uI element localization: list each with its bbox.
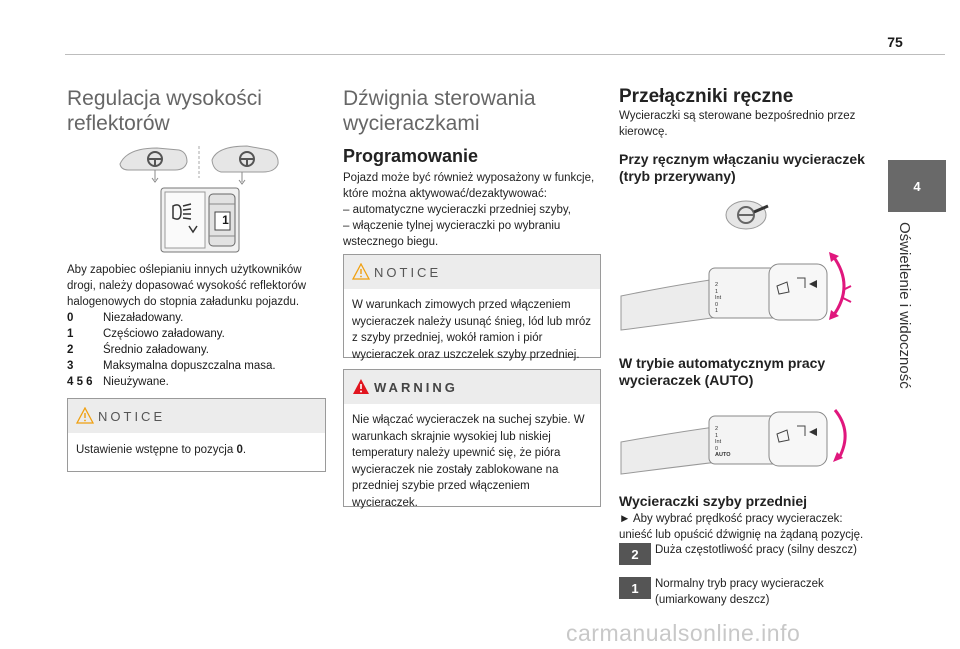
list-item bbox=[67, 310, 325, 326]
lever-mark: AUTO bbox=[715, 452, 731, 458]
headlamp-illustration bbox=[117, 142, 282, 257]
notice-box-headlamp bbox=[67, 398, 326, 472]
heading-manual-mode: Przy ręcznym włączaniu wycieraczek (tryb przerywany) bbox=[619, 151, 865, 184]
warning-header bbox=[344, 370, 600, 404]
section-title-manual: Przełączniki ręczne bbox=[619, 86, 794, 107]
title-line: wycieraczkami bbox=[343, 112, 480, 135]
notice-header bbox=[68, 399, 325, 433]
title-line: Dźwignia sterowania bbox=[343, 87, 536, 110]
notice-box-winter bbox=[343, 254, 601, 361]
lever-mark: Int bbox=[715, 439, 722, 445]
notice-header bbox=[344, 255, 600, 289]
heading-auto-mode: W trybie automatycznym pracy wycieraczek (AUTO) bbox=[619, 355, 826, 388]
programming-item: – włączenie tylnej wycieraczki po wybraniu wstecznego biegu. bbox=[343, 220, 561, 248]
lever-marks bbox=[715, 282, 733, 315]
car-loaded-icon bbox=[212, 146, 278, 184]
car-unloaded-icon bbox=[120, 148, 187, 182]
section-title-headlamp bbox=[67, 86, 327, 136]
front-wipers-intro: ► Aby wybrać prędkość pracy wycieraczek: unieść lub opuścić dźwignię na żądaną pozycję. bbox=[619, 513, 864, 541]
speed-text-2: Duża częstotliwość pracy (silny deszcz) bbox=[655, 544, 857, 556]
watermark: carmanualsonline.info bbox=[566, 620, 801, 646]
notice-warning-icon bbox=[76, 407, 94, 424]
lever-mark: 1 bbox=[715, 432, 719, 439]
lever-mark: Int bbox=[715, 295, 722, 301]
notice-label: NOTICE bbox=[98, 408, 166, 424]
notice-text: Ustawienie wstępne to pozycja bbox=[76, 444, 237, 456]
warning-body: Nie włączać wycieraczek na suchej szybie. W warunkach skrajnie wysokiej lub niskiej temperatury należy upewnić się, że pióra wycieraczek nie zostały zablokowane na przedniej szybie przed włączeniem wycieraczek. bbox=[352, 414, 585, 509]
list-text: Niezaładowany. bbox=[103, 312, 184, 324]
list-item bbox=[67, 326, 325, 342]
list-key: 1 bbox=[67, 328, 74, 340]
notice-body bbox=[68, 433, 325, 467]
lever-marks-auto bbox=[715, 426, 737, 459]
page-number: 75 bbox=[887, 34, 903, 50]
list-item bbox=[67, 358, 325, 374]
warning-box-dry bbox=[343, 369, 601, 507]
load-list bbox=[67, 310, 325, 390]
list-text: Maksymalna dopuszczalna masa. bbox=[103, 360, 276, 372]
speed-badge-2: 2 bbox=[619, 543, 651, 565]
lever-mark: 2 bbox=[715, 426, 719, 432]
header-rule bbox=[65, 54, 945, 55]
subtitle-programming: Programowanie bbox=[343, 146, 479, 166]
section-title-wiper-lever bbox=[343, 86, 601, 136]
manual-intro: Wycieraczki są sterowane bezpośrednio przez kierowcę. bbox=[619, 110, 856, 138]
notice-label: NOTICE bbox=[374, 264, 442, 280]
knob-label: 1 bbox=[222, 213, 229, 227]
speed-text-1: Normalny tryb pracy wycieraczek (umiarkowany deszcz) bbox=[655, 578, 824, 606]
lever-mark: 0 bbox=[715, 445, 719, 452]
warning-label: WARNING bbox=[374, 379, 458, 395]
title-line: Regulacja wysokości bbox=[67, 87, 262, 110]
list-text: Nieużywane. bbox=[103, 376, 169, 388]
programming-intro: Pojazd może być również wyposażony w funkcje, które można aktywować/dezaktywować: bbox=[343, 172, 595, 200]
programming-item: – automatyczne wycieraczki przedniej szyby, bbox=[343, 204, 571, 216]
wiper-lever-manual-illustration bbox=[619, 246, 859, 338]
speed-badge-1: 1 bbox=[619, 577, 651, 599]
lever-mark: 0 bbox=[715, 301, 719, 308]
wiper-lever-auto-illustration bbox=[619, 398, 859, 478]
list-item bbox=[67, 342, 325, 358]
steering-wheel-icon bbox=[724, 198, 774, 232]
list-key: 0 bbox=[67, 312, 74, 324]
warning-icon bbox=[352, 378, 370, 395]
list-key: 3 bbox=[67, 360, 74, 372]
notice-text-end: . bbox=[242, 444, 247, 456]
notice-warning-icon bbox=[352, 263, 370, 280]
chapter-title: Oświetlenie i widoczność bbox=[896, 222, 913, 389]
list-key: 4 5 6 bbox=[67, 376, 93, 388]
lever-mark: 1 bbox=[715, 288, 719, 295]
list-key: 2 bbox=[67, 344, 74, 356]
list-item bbox=[67, 374, 325, 390]
headlamp-intro: Aby zapobiec oślepianiu innych użytkowników drogi, należy dopasować wysokość reflektorów halogenowych do stopnia załadunku pojazdu. bbox=[67, 264, 307, 308]
chapter-tab-number: 4 bbox=[913, 178, 921, 194]
list-text: Średnio załadowany. bbox=[103, 344, 209, 356]
chapter-tab[interactable] bbox=[888, 160, 946, 212]
list-text: Częściowo załadowany. bbox=[103, 328, 225, 340]
notice-body: W warunkach zimowych przed włączeniem wycieraczek należy usunąć śnieg, lód lub mróz z szyby przedniej, wokół ramion i piór wycieraczek oraz uszczelek szyby przedniej. bbox=[352, 299, 592, 361]
lever-mark: 2 bbox=[715, 282, 719, 288]
notice-text-bold: 0 bbox=[236, 444, 243, 456]
title-line: reflektorów bbox=[67, 112, 170, 135]
lever-mark: 1 bbox=[715, 308, 719, 314]
heading-front-wipers: Wycieraczki szyby przedniej bbox=[619, 493, 808, 509]
